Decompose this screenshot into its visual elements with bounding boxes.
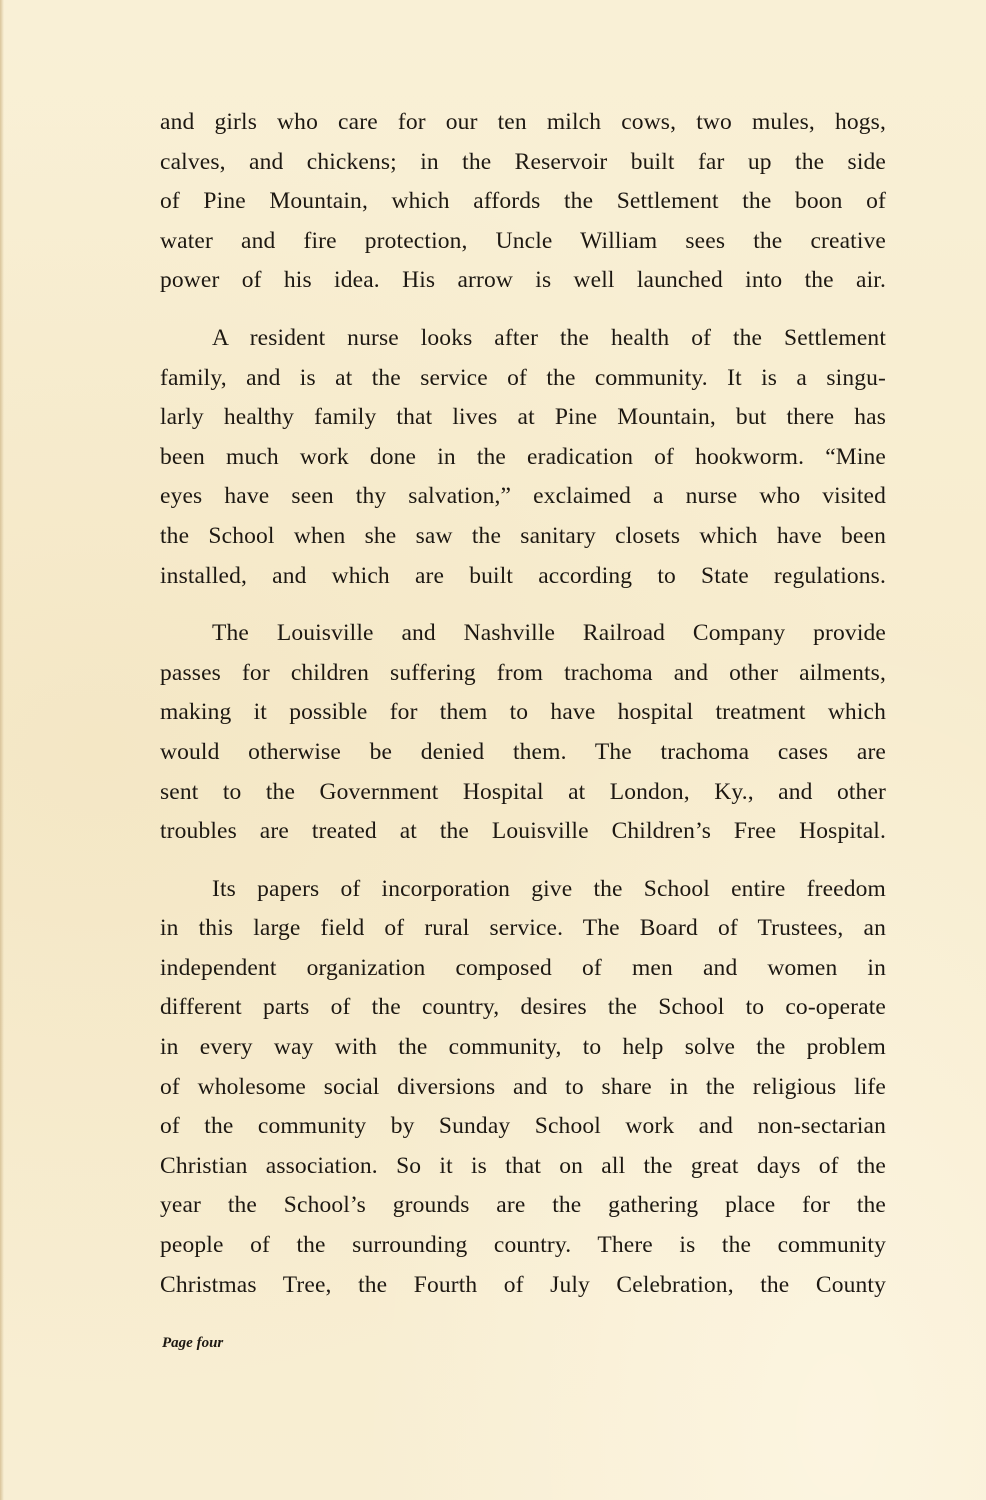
text-line: Its papers of incorporation give the School entire freedom xyxy=(212,875,886,902)
text-line: installed, and which are built according to State regulations. xyxy=(160,562,886,589)
text-line: family, and is at the service of the community. It is a singu- xyxy=(160,364,886,391)
paragraph-3 xyxy=(160,614,886,852)
text-line: and girls who care for our ten milch cows, two mules, hogs, xyxy=(160,109,886,135)
text-line: people of the surrounding country. There is the community xyxy=(160,1232,886,1259)
text-line: in every way with the community, to help solve the problem xyxy=(160,1034,886,1061)
text-line: in this large field of rural service. The Board of Trustees, an xyxy=(160,915,886,942)
text-line: larly healthy family that lives at Pine Mountain, but there has xyxy=(160,404,886,431)
paper-edge xyxy=(0,0,4,1500)
text-line: been much work done in the eradication of hookworm. “Mine xyxy=(160,443,886,470)
paragraph-2 xyxy=(160,319,886,596)
text-line: of wholesome social diversions and to share in the religious life xyxy=(160,1073,886,1100)
text-line: different parts of the country, desires the School to co-operate xyxy=(160,994,886,1021)
text-line: independent organization composed of men and women in xyxy=(160,954,886,981)
text-line: eyes have seen thy salvation,” exclaimed a nurse who visited xyxy=(160,483,886,510)
text-line: power of his idea. His arrow is well launched into the air. xyxy=(160,267,886,294)
text-line: of Pine Mountain, which affords the Settlement the boon of xyxy=(160,188,886,215)
text-line: making it possible for them to have hospital treatment which xyxy=(160,699,886,726)
text-line: the School when she saw the sanitary closets which have been xyxy=(160,522,886,549)
text-line: Christian association. So it is that on all the great days of the xyxy=(160,1152,886,1179)
page-number-label: Page four xyxy=(162,1335,224,1351)
text-line: of the community by Sunday School work and non-sectarian xyxy=(160,1113,886,1140)
body-text xyxy=(160,103,886,1323)
text-line: would otherwise be denied them. The trachoma cases are xyxy=(160,738,886,765)
text-line: calves, and chickens; in the Reservoir built far up the side xyxy=(160,148,886,175)
text-line: passes for children suffering from trachoma and other ailments, xyxy=(160,659,886,686)
text-line: The Louisville and Nashville Railroad Company provide xyxy=(212,620,886,647)
text-line: A resident nurse looks after the health of the Settlement xyxy=(212,324,886,351)
paragraph-1 xyxy=(160,103,886,301)
text-line: Christmas Tree, the Fourth of July Celebration, the County xyxy=(160,1271,886,1298)
paragraph-4 xyxy=(160,870,886,1306)
text-line: water and fire protection, Uncle William sees the creative xyxy=(160,227,886,254)
text-line: troubles are treated at the Louisville Children’s Free Hospital. xyxy=(160,818,886,845)
text-line: year the School’s grounds are the gathering place for the xyxy=(160,1192,886,1219)
text-line: sent to the Government Hospital at London, Ky., and other xyxy=(160,778,886,805)
